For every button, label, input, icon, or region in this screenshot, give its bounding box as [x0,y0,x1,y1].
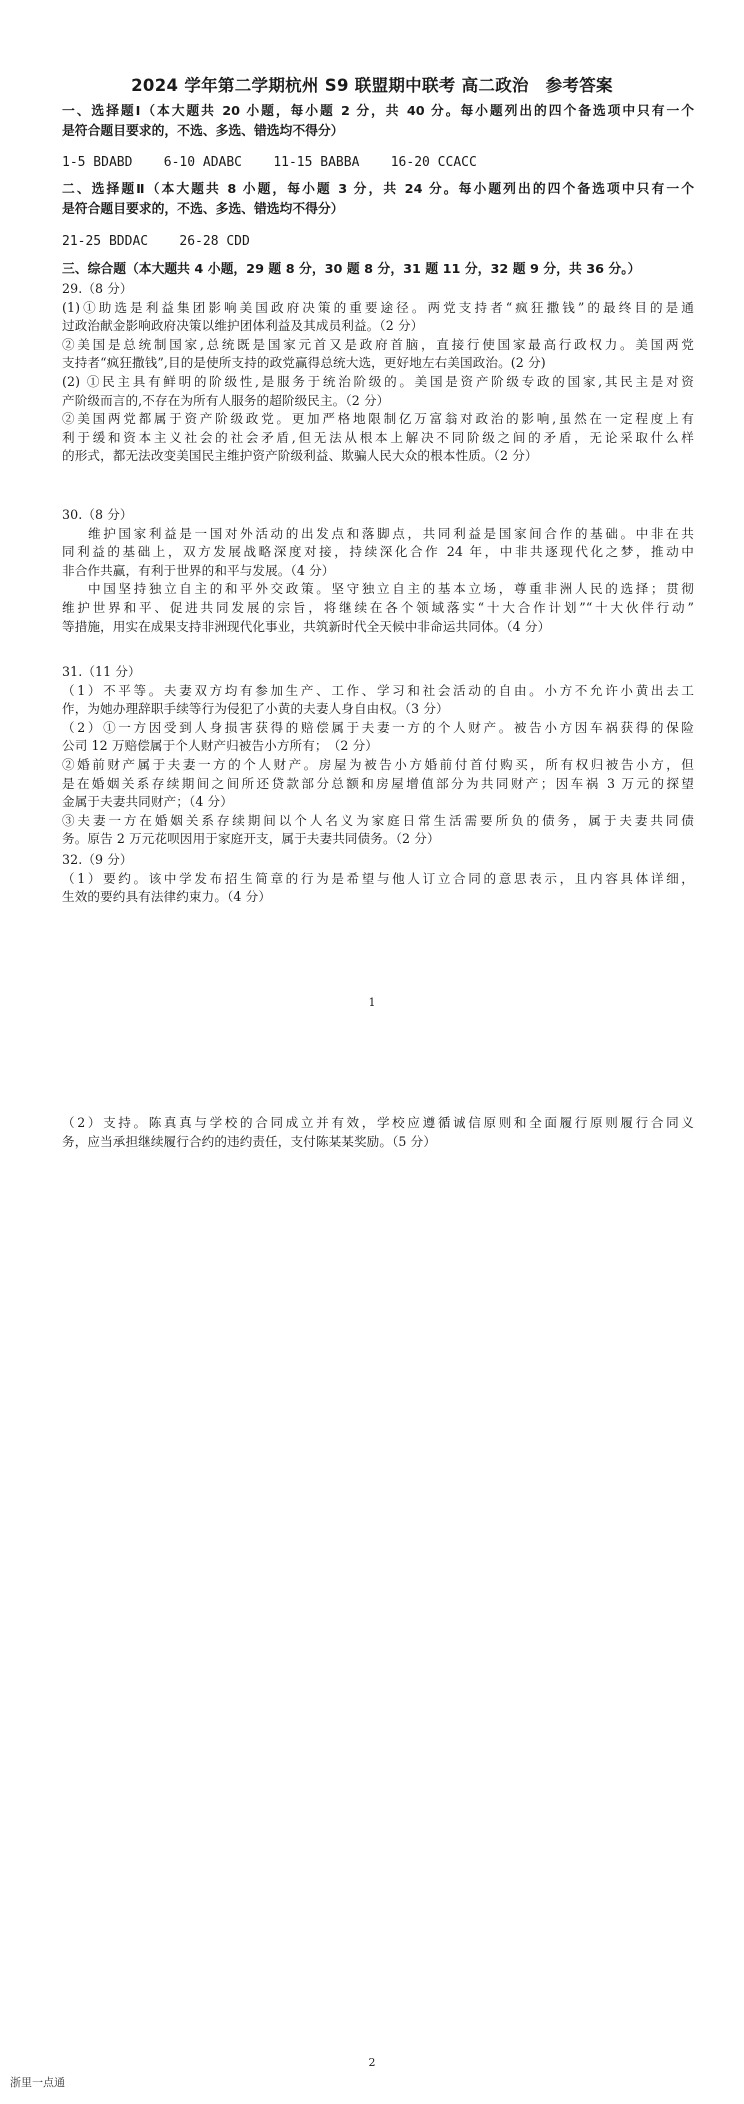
answer-line: ②美国是总统制国家,总统既是国家元首又是政府首脑，直接行使国家最高行政权力。美国两党 [62,336,694,352]
answer-line: 公司 12 万赔偿属于个人财产归被告小方所有； （2 分） [62,738,379,754]
question-label: 30.（8 分） [62,507,133,522]
question-29 [62,280,694,466]
answer-line: 维护世界和平、促进共同发展的宗旨，将继续在各个领域落实“十大合作计划”“十大伙伴行动” [62,599,694,615]
answer-line: 作，为她办理辞职手续等行为侵犯了小黄的夫妻人身自由权。（3 分） [62,701,449,717]
answer-line: 务。原告 2 万元花呗因用于家庭开支，属于夫妻共同债务。（2 分） [62,831,440,847]
section-3-heading: 三、综合题（本大题共 4 小题，29 题 8 分，30 题 8 分，31 题 11 分，32 题 9 分，共 36 分。） [62,262,641,277]
answer-line: 的形式，都无法改变美国民主维护资产阶级利益、欺骗人民大众的根本性质。（2 分） [62,448,538,464]
section-2-answers: 21-25 BDDAC 26-28 CDD [62,234,250,249]
section-2-heading-line: 二、选择题Ⅱ（本大题共 8 小题，每小题 3 分，共 24 分。每小题列出的四个备选项中只有一个 [62,182,694,197]
question-30 [62,506,694,636]
answer-line: （2）①一方因受到人身损害获得的赔偿属于夫妻一方的个人财产。被告小方因车祸获得的保险 [62,719,694,735]
answer-line: 生效的要约具有法律约束力。（4 分） [62,889,272,905]
answer-line: 中国坚持独立自主的和平外交政策。坚守独立自主的基本立场，尊重非洲人民的选择；贯彻 [88,581,694,597]
section-2 [62,180,694,219]
answer-line: (1)①助选是利益集团影响美国政府决策的重要途径。两党支持者“疯狂撒钱”的最终目的是通 [62,299,694,315]
question-32-part-2 [62,1114,694,1151]
answer-line: ②美国两党都属于资产阶级政党。更加严格地限制亿万富翁对政治的影响,虽然在一定程度上有 [62,411,694,427]
section-1-heading-line: 一、选择题Ⅰ（本大题共 20 小题，每小题 2 分，共 40 分。每小题列出的四个备选项中只有一个 [62,104,694,119]
answer-line: 产阶级而言的,不存在为所有人服务的超阶级民主。（2 分） [62,392,390,408]
answer-line: （1）要约。该中学发布招生简章的行为是希望与他人订立合同的意思表示，且内容具体详细， [62,870,694,886]
answer-line: 金属于夫妻共同财产；（4 分） [62,794,233,810]
section-1 [62,102,694,141]
answer-line: 是在婚姻关系存续期间之间所还贷款部分总额和房屋增值部分为共同财产；因车祸 3 万元的探望 [62,775,694,791]
answer-line: （1）不平等。夫妻双方均有参加生产、工作、学习和社会活动的自由。小方不允许小黄出去工 [62,682,694,698]
answer-line: 利于缓和资本主义社会的社会矛盾,但无法从根本上解决不同阶级之间的矛盾，无论采取什么样 [62,429,694,445]
answer-line: 支持者“疯狂撒钱”,目的是使所支持的政党赢得总统大选，更好地左右美国政治。(2 分) [62,355,546,371]
section-2-heading-line: 是符合题目要求的，不选、多选、错选均不得分） [62,201,344,217]
answer-line: 务，应当承担继续履行合约的违约责任，支付陈某某奖励。（5 分） [62,1133,437,1149]
answer-line: 同利益的基础上，双方发展战略深度对接，持续深化合作 24 年，中非共逐现代化之梦，推动中 [62,544,694,560]
question-label: 29.（8 分） [62,281,133,296]
question-31 [62,663,694,849]
section-3 [62,260,694,280]
watermark-text: 浙里一点通 [10,2076,65,2089]
page-number: 2 [368,2056,376,2069]
answer-line: 等措施，用实在成果支持非洲现代化事业，共筑新时代全天候中非命运共同体。（4 分） [62,618,551,634]
section-1-answers: 1-5 BDABD 6-10 ADABC 11-15 BABBA 16-20 CCACC [62,155,477,170]
answer-line: 过政治献金影响政府决策以维护团体利益及其成员利益。（2 分） [62,318,424,334]
page-title: 2024 学年第二学期杭州 S9 联盟期中联考 高二政治 参考答案 [131,76,613,95]
question-32 [62,851,694,907]
answer-line: ③夫妻一方在婚姻关系存续期间以个人名义为家庭日常生活需要所负的债务，属于夫妻共同债 [62,812,694,828]
section-1-heading-line: 是符合题目要求的，不选、多选、错选均不得分） [62,123,344,139]
answer-line: 维护国家利益是一国对外活动的出发点和落脚点，共同利益是国家间合作的基础。中非在共 [88,525,694,541]
page-number: 1 [368,996,376,1009]
answer-line: (2) ①民主具有鲜明的阶级性,是服务于统治阶级的。美国是资产阶级专政的国家,其民主是对资 [62,373,694,389]
answer-line: （2）支持。陈真真与学校的合同成立并有效，学校应遵循诚信原则和全面履行原则履行合同义 [62,1115,694,1130]
answer-line: ②婚前财产属于夫妻一方的个人财产。房屋为被告小方婚前付首付购买，所有权归被告小方，但 [62,756,694,772]
question-label: 31.（11 分） [62,664,141,679]
question-label: 32.（9 分） [62,852,133,867]
answer-line: 非合作共赢，有利于世界的和平与发展。（4 分） [62,562,335,578]
